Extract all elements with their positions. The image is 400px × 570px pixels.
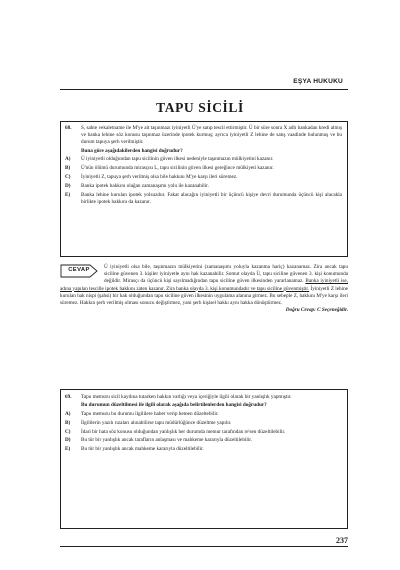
answer-badge — [60, 264, 98, 278]
option-text: İdari bir hata söz konusu olduğundan yanlışlık her durumda memur tarafından re'sen düzeltilebilir. — [81, 428, 286, 435]
option-text: Ü iyiniyetli olduğundan tapu sicilinin güven ilkesi nedeniyle taşınmazın mülkiyetini kazanır. — [81, 156, 274, 163]
question-number: 69. — [65, 394, 72, 400]
option-e[interactable] — [65, 446, 342, 453]
answer-text-part2: İyiniyetli Z lehine kurulan hak nispi (şahsi) bir hak olduğundan tapu siciline güven ilkesinin uygulama alanına girmez. Bu sebeple Z, hakkını M'ye karşı ileri süremez. Hakkın şerh verilmiş olması sonucu değiştirmez, yani şerh kişisel hakkı aynı hakka dönüştürmez. — [60, 285, 348, 307]
question-prompt: Buna göre aşağıdakilerden hangisi doğrudur? — [81, 147, 183, 154]
page-number: 237 — [336, 536, 348, 545]
option-b[interactable] — [65, 420, 342, 427]
correct-answer: Doğru Cevap: C Seçeneğidir. — [285, 307, 348, 314]
option-letter: C) — [65, 174, 71, 180]
answer-badge-label: CEVAP — [68, 267, 90, 274]
option-text: Bu tür bir yanlışlık ancak mahkeme kararıyla düzeltilebilir. — [81, 446, 204, 453]
option-e[interactable] — [65, 192, 342, 206]
option-b[interactable] — [65, 165, 342, 172]
option-text: İyiniyetli Z, tapuya şerh verilmiş olsa bile hakkını M'ye karşı ileri süremez. — [81, 174, 238, 180]
option-letter: C) — [65, 428, 71, 435]
option-text: Banka lehine kurulan ipotek yolsuzdur. Fakat alacağın iyiniyetli bir üçüncü kişiye devri durumunda üçüncü kişi alacakla birlikte ipotek hakkını da kazanır. — [81, 191, 342, 205]
question-text: Tapu memuru sicil kaydına tutarken hakkın varlığı veya içeriğiyle ilgili olarak bir yanlışlık yapmıştır. — [81, 394, 292, 400]
header-divider — [60, 89, 348, 90]
option-letter: E) — [65, 191, 71, 198]
option-letter: D) — [65, 182, 71, 189]
option-text: Ü'nün ölümü durumunda mirasçısı L, tapu sicilinin güven ilkesi gereğince mülkiyeti kazanır. — [81, 165, 274, 172]
option-text: Tapu memuru bu durumu ilgililere haber verip hemen düzeltebilir. — [81, 411, 219, 417]
option-letter: B) — [65, 165, 71, 172]
option-letter: E) — [65, 446, 71, 453]
answer-68-explanation — [60, 264, 348, 314]
option-letter: A) — [65, 156, 71, 163]
option-letter: B) — [65, 419, 71, 426]
option-d[interactable] — [65, 183, 342, 190]
option-a[interactable] — [65, 411, 342, 418]
question-68-stem — [65, 125, 342, 155]
option-text: İlgililerin yazılı rızaları alınabilirse tapu müdürlüğünce düzeltme yapılır. — [81, 419, 232, 426]
option-letter: A) — [65, 411, 71, 417]
question-69-stem — [65, 394, 342, 409]
running-header: EŞYA HUKUKU — [293, 78, 343, 85]
option-text: Bu tür bir yanlışlık ancak tarafların anlaşması ve mahkeme kararıyla düzeltilebilir. — [81, 437, 252, 444]
question-number: 68. — [65, 125, 72, 131]
question-68-box — [60, 121, 348, 257]
answer-text-part1: Ü iyiniyetli olsa bile, taşınmazın mülkiyetini (zamanaşımı yoluyla kazanma hariç) kazanamaz. Zira ancak tapu siciline güvenen 3. kişiler iyiniyetle aynı hak kazanabilir. Somut olayda Ü, tapu siciline güvenen 3. kişi konumunda değildir. Mirasçı da üçüncü kişi sayılmadığından tapu siciline güven ilkesinden yararlanamaz. — [104, 264, 348, 285]
option-letter: D) — [65, 437, 71, 444]
option-c[interactable] — [65, 174, 342, 181]
option-d[interactable] — [65, 437, 342, 444]
question-text: S, sahte vekaletname ile M'ye ait taşınmazı iyiniyetli Ü'ye satıp tescil ettirmiştir. Ü bir süre sonra X adlı bankadan kredi almış ve banka lehine söz konusu taşınmaz üzerinde ipotek kurmuş; ayrıca iyiniyetli Z lehine de satış vaadinde bulunmuş ve bu durum tapuya şerh verilmiştir. — [81, 125, 342, 146]
option-c[interactable] — [65, 429, 342, 436]
option-a[interactable] — [65, 156, 342, 163]
question-prompt: Bu durumun düzeltilmesi ile ilgili olarak aşağıda belirtilenlerden hangisi doğrudur? — [81, 402, 267, 409]
question-69-box — [60, 389, 348, 529]
page-title: TAPU SİCİLİ — [156, 100, 244, 115]
answer-text-underlined: Banka iyiniyetli ise, adına yapılan tescille ipotek hakkını zaten kazanır. Zira banka olayda 3. kişi konumundadır ve tapu siciline güvenmiştir. — [60, 278, 348, 292]
option-text: Banka ipotek hakkını olağan zamanaşımı yolu ile kazanabilir. — [81, 182, 209, 189]
footer-divider — [60, 546, 348, 547]
